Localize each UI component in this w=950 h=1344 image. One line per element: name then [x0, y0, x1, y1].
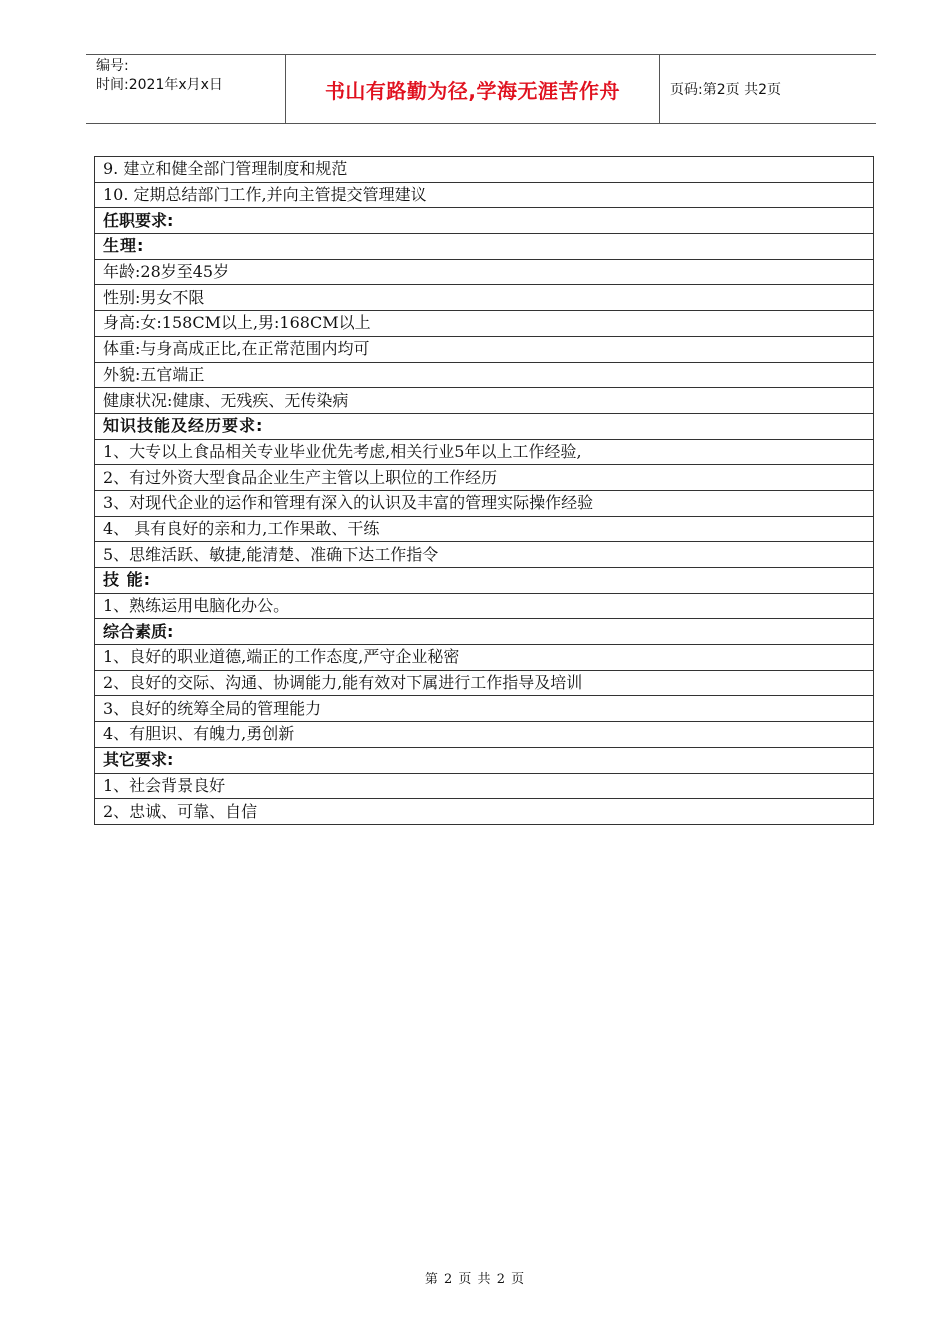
- table-row: [95, 747, 874, 773]
- requirement-item: 2、有过外资大型食品企业生产主管以上职位的工作经历: [95, 465, 874, 491]
- table-row: [95, 413, 874, 439]
- table-row: [95, 182, 874, 208]
- requirements-table-body: [95, 157, 874, 825]
- table-row: [95, 568, 874, 594]
- table-row: [95, 516, 874, 542]
- page-header: [86, 54, 876, 124]
- table-row: [95, 490, 874, 516]
- requirement-item: 1、社会背景良好: [95, 773, 874, 799]
- table-row: [95, 285, 874, 311]
- date-label: 时间:2021年x月x日: [96, 77, 223, 93]
- table-row: [95, 670, 874, 696]
- table-row: [95, 362, 874, 388]
- section-heading: 技 能:: [95, 568, 874, 594]
- table-row: [95, 619, 874, 645]
- table-row: [95, 311, 874, 337]
- requirements-table: [94, 156, 874, 825]
- number-label: 编号:: [96, 58, 129, 74]
- header-page-number: 页码:第2页 共2页: [670, 82, 781, 98]
- requirement-item: 2、良好的交际、沟通、协调能力,能有效对下属进行工作指导及培训: [95, 670, 874, 696]
- requirement-item: 1、熟练运用电脑化办公。: [95, 593, 874, 619]
- table-row: [95, 388, 874, 414]
- requirement-item: 2、忠诚、可靠、自信: [95, 799, 874, 825]
- table-row: [95, 696, 874, 722]
- section-heading: 知识技能及经历要求:: [95, 413, 874, 439]
- requirement-item: 9. 建立和健全部门管理制度和规范: [95, 157, 874, 183]
- table-row: [95, 593, 874, 619]
- section-heading: 生理:: [95, 234, 874, 260]
- requirement-item: 健康状况:健康、无残疾、无传染病: [95, 388, 874, 414]
- requirement-item: 5、思维活跃、敏捷,能清楚、准确下达工作指令: [95, 542, 874, 568]
- header-motto: 书山有路勤为径,学海无涯苦作舟: [286, 55, 660, 123]
- requirement-item: 3、良好的统筹全局的管理能力: [95, 696, 874, 722]
- requirement-item: 1、大专以上食品相关专业毕业优先考虑,相关行业5年以上工作经验,: [95, 439, 874, 465]
- header-meta: [86, 55, 286, 123]
- requirement-item: 身高:女:158CM以上,男:168CM以上: [95, 311, 874, 337]
- table-row: [95, 234, 874, 260]
- section-heading: 任职要求:: [95, 208, 874, 234]
- requirement-item: 4、 具有良好的亲和力,工作果敢、干练: [95, 516, 874, 542]
- requirement-item: 外貌:五官端正: [95, 362, 874, 388]
- table-row: [95, 157, 874, 183]
- requirement-item: 10. 定期总结部门工作,并向主管提交管理建议: [95, 182, 874, 208]
- requirement-item: 4、有胆识、有魄力,勇创新: [95, 722, 874, 748]
- table-row: [95, 542, 874, 568]
- table-row: [95, 208, 874, 234]
- table-row: [95, 722, 874, 748]
- table-row: [95, 773, 874, 799]
- requirement-item: 3、对现代企业的运作和管理有深入的认识及丰富的管理实际操作经验: [95, 490, 874, 516]
- section-heading: 其它要求:: [95, 747, 874, 773]
- page-footer: 第 2 页 共 2 页: [424, 1272, 526, 1287]
- table-row: [95, 645, 874, 671]
- table-row: [95, 439, 874, 465]
- requirement-item: 体重:与身高成正比,在正常范围内均可: [95, 336, 874, 362]
- requirement-item: 年龄:28岁至45岁: [95, 259, 874, 285]
- section-heading: 综合素质:: [95, 619, 874, 645]
- table-row: [95, 799, 874, 825]
- table-row: [95, 465, 874, 491]
- requirement-item: 性别:男女不限: [95, 285, 874, 311]
- table-row: [95, 336, 874, 362]
- table-row: [95, 259, 874, 285]
- requirement-item: 1、良好的职业道德,端正的工作态度,严守企业秘密: [95, 645, 874, 671]
